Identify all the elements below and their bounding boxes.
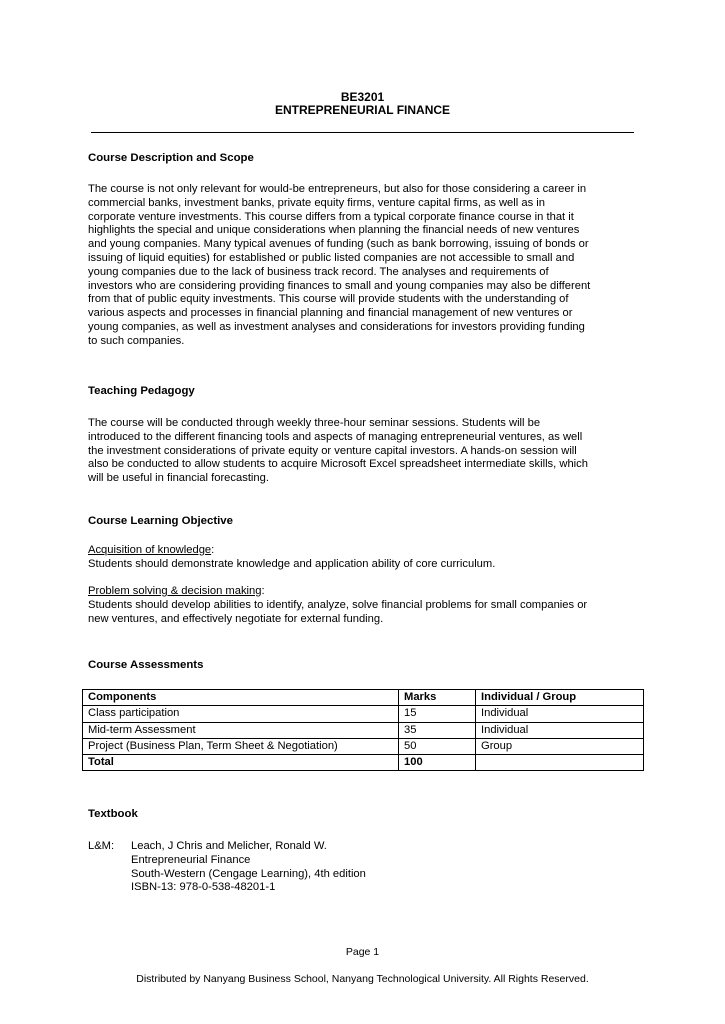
textbook-heading: Textbook: [88, 808, 138, 820]
assessments-table: [82, 689, 644, 771]
paragraph-line: highlights the special and unique considerations when planning the financial needs of new ventures: [88, 224, 580, 237]
marks-cell: 35: [399, 722, 476, 738]
paragraph-line: young companies, as well as investment analyses and considerations for investors providing funding: [88, 320, 585, 333]
component-cell: Mid-term Assessment: [83, 722, 399, 738]
paragraph-line: corporate venture investments. This course differs from a typical corporate finance course in that it: [88, 210, 574, 223]
paragraph-line: the investment considerations of private equity or venture capital investors. A hands-on session will: [88, 444, 577, 457]
course-title: ENTREPRENEURIAL FINANCE: [274, 103, 451, 117]
type-cell: Group: [476, 738, 644, 754]
marks-cell: 50: [399, 738, 476, 754]
paragraph-line: commercial banks, investment banks, private equity firms, venture capital firms, as well as in: [88, 196, 545, 209]
paragraph-line: to such companies.: [88, 334, 185, 347]
problem-line: new ventures, and effectively negotiate for external funding.: [88, 612, 384, 625]
paragraph-line: from that of public equity investments. This course will provide students with the understanding of: [88, 293, 569, 306]
table-row: [83, 706, 644, 722]
paragraph-line: young companies due to the lack of business track record. The analyses and requirements of: [88, 265, 549, 278]
problem-label: Problem solving & decision making: [88, 585, 262, 597]
assessments-heading: Course Assessments: [88, 659, 204, 671]
column-header-individual-group: Individual / Group: [476, 690, 644, 706]
column-header-marks: Marks: [399, 690, 476, 706]
paragraph-line: The course is not only relevant for would-be entrepreneurs, but also for those considering a career in: [88, 183, 587, 195]
paragraph-line: also be conducted to allow students to acquire Microsoft Excel spreadsheet intermediate skills, which: [88, 458, 588, 471]
textbook-line: South-Western (Cengage Learning), 4th edition: [131, 867, 366, 880]
table-total-row: [83, 755, 644, 771]
paragraph-line: various aspects and processes in financial planning and financial management of new ventures or: [88, 307, 573, 320]
knowledge-text: Students should demonstrate knowledge and application ability of core curriculum.: [88, 557, 496, 570]
knowledge-label: Acquisition of knowledge: [88, 544, 212, 556]
objective-knowledge: [88, 544, 637, 572]
component-cell: Project (Business Plan, Term Sheet & Negotiation): [83, 738, 399, 754]
paragraph-line: will be useful in financial forecasting.: [88, 472, 269, 485]
table-row: [83, 722, 644, 738]
textbook-reference: [131, 840, 366, 895]
total-label-cell: Total: [83, 755, 399, 771]
distribution-notice: Distributed by Nanyang Business School, Nanyang Technological University. All Rights Reserved.: [136, 973, 589, 985]
objective-problem-solving: [88, 585, 637, 626]
paragraph-line: and young companies. Many typical avenues of funding (such as bank borrowing, issuing of bonds or: [88, 238, 589, 251]
table-header-row: [83, 690, 644, 706]
problem-label-line: Problem solving & decision making:: [88, 585, 265, 597]
textbook-line: ISBN-13: 978-0-538-48201-1: [131, 881, 276, 894]
pedagogy-heading: Teaching Pedagogy: [88, 385, 195, 397]
table-row: [83, 738, 644, 754]
textbook-label: L&M:: [88, 840, 115, 852]
paragraph-line: investors who are considering providing finances to small and young companies may also be different: [88, 279, 591, 292]
paragraph-line: introduced to the different financing tools and aspects of managing entrepreneurial ventures, as well: [88, 430, 583, 443]
marks-cell: 15: [399, 706, 476, 722]
header-divider: [91, 132, 634, 133]
problem-line: Students should develop abilities to identify, analyze, solve financial problems for small companies or: [88, 598, 588, 611]
total-empty-cell: [476, 755, 644, 771]
textbook-line: Leach, J Chris and Melicher, Ronald W.: [131, 840, 327, 852]
column-header-components: Components: [83, 690, 399, 706]
course-code: BE3201: [340, 90, 385, 104]
objective-heading: Course Learning Objective: [88, 515, 233, 527]
total-marks-cell: 100: [399, 755, 476, 771]
type-cell: Individual: [476, 706, 644, 722]
paragraph-line: The course will be conducted through weekly three-hour seminar sessions. Students will be: [88, 417, 541, 429]
pedagogy-paragraph: [88, 417, 637, 486]
knowledge-label-line: Acquisition of knowledge:: [88, 544, 215, 556]
textbook-line: Entrepreneurial Finance: [131, 853, 251, 866]
component-cell: Class participation: [83, 706, 399, 722]
description-paragraph: [88, 183, 637, 349]
paragraph-line: issuing of liquid equities) for established or public listed companies are not accessible to small and: [88, 251, 575, 264]
description-heading: Course Description and Scope: [88, 152, 254, 164]
page-number: Page 1: [345, 946, 380, 958]
type-cell: Individual: [476, 722, 644, 738]
